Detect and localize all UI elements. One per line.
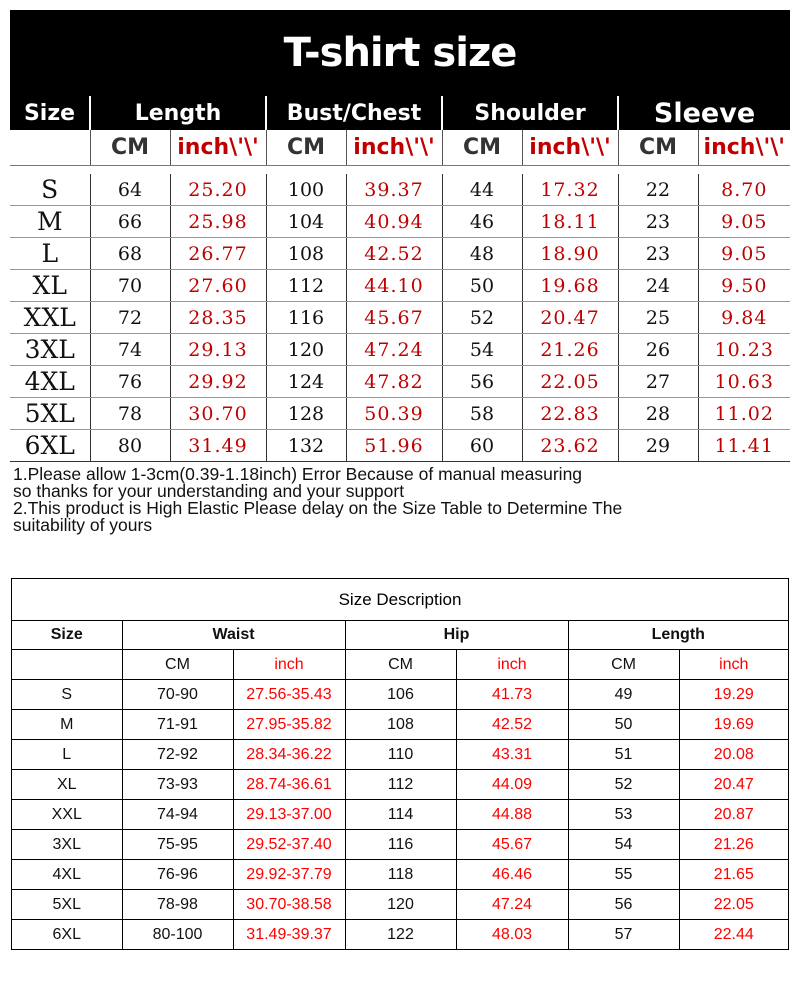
cm-value-cell: 132 <box>266 430 346 462</box>
cm-value-cell: 50 <box>442 270 522 302</box>
header-sleeve: Sleeve <box>618 96 790 130</box>
unit-inch: inch <box>456 650 568 680</box>
cm-value-cell: 72-92 <box>122 740 233 770</box>
cm-value-cell: 108 <box>345 710 456 740</box>
inch-value-cell: 28.34-36.22 <box>233 740 345 770</box>
inch-value-cell: 44.09 <box>456 770 568 800</box>
cm-value-cell: 75-95 <box>122 830 233 860</box>
cm-value-cell: 60 <box>442 430 522 462</box>
cm-value-cell: 112 <box>345 770 456 800</box>
cm-value-cell: 106 <box>345 680 456 710</box>
cm-value-cell: 76 <box>90 366 170 398</box>
unit-inch: inch\'\' <box>522 130 618 166</box>
cm-value-cell: 28 <box>618 398 698 430</box>
inch-value-cell: 47.82 <box>346 366 442 398</box>
table-row <box>12 770 788 800</box>
inch-value-cell: 20.47 <box>522 302 618 334</box>
inch-value-cell: 47.24 <box>346 334 442 366</box>
inch-value-cell: 31.49 <box>170 430 266 462</box>
tshirt-size-table <box>10 96 790 462</box>
inch-value-cell: 10.63 <box>698 366 790 398</box>
header-size: Size <box>10 96 90 130</box>
table-row <box>10 238 790 270</box>
cm-value-cell: 25 <box>618 302 698 334</box>
cm-value-cell: 116 <box>266 302 346 334</box>
inch-value-cell: 20.47 <box>679 770 788 800</box>
inch-value-cell: 27.60 <box>170 270 266 302</box>
cm-value-cell: 80 <box>90 430 170 462</box>
table-row <box>12 920 788 950</box>
unit-cm: CM <box>442 130 522 166</box>
tshirt-size-chart <box>10 10 790 534</box>
inch-value-cell: 29.92 <box>170 366 266 398</box>
table-row <box>10 398 790 430</box>
inch-value-cell: 30.70 <box>170 398 266 430</box>
cm-value-cell: 120 <box>345 890 456 920</box>
cm-value-cell: 70-90 <box>122 680 233 710</box>
cm-value-cell: 57 <box>568 920 679 950</box>
size-label-cell: XXL <box>12 800 122 830</box>
cm-value-cell: 80-100 <box>122 920 233 950</box>
inch-value-cell: 9.05 <box>698 238 790 270</box>
table-row <box>10 270 790 302</box>
header-shoulder: Shoulder <box>442 96 618 130</box>
cm-value-cell: 104 <box>266 206 346 238</box>
cm-value-cell: 114 <box>345 800 456 830</box>
inch-value-cell: 29.13-37.00 <box>233 800 345 830</box>
cm-value-cell: 26 <box>618 334 698 366</box>
cm-value-cell: 124 <box>266 366 346 398</box>
cm-value-cell: 44 <box>442 174 522 206</box>
unit-cm: CM <box>618 130 698 166</box>
pants-header-row <box>12 621 788 650</box>
inch-value-cell: 19.69 <box>679 710 788 740</box>
table-row <box>12 710 788 740</box>
cm-value-cell: 55 <box>568 860 679 890</box>
table-row <box>10 206 790 238</box>
size-label-cell: M <box>10 206 90 238</box>
cm-value-cell: 51 <box>568 740 679 770</box>
inch-value-cell: 18.90 <box>522 238 618 270</box>
inch-value-cell: 27.56-35.43 <box>233 680 345 710</box>
cm-value-cell: 76-96 <box>122 860 233 890</box>
cm-value-cell: 74 <box>90 334 170 366</box>
header-hip: Hip <box>345 621 568 650</box>
cm-value-cell: 49 <box>568 680 679 710</box>
unit-cm: CM <box>345 650 456 680</box>
size-label-cell: 6XL <box>10 430 90 462</box>
cm-value-cell: 122 <box>345 920 456 950</box>
header-size: Size <box>12 621 122 650</box>
cm-value-cell: 24 <box>618 270 698 302</box>
inch-value-cell: 17.32 <box>522 174 618 206</box>
cm-value-cell: 68 <box>90 238 170 270</box>
cm-value-cell: 78 <box>90 398 170 430</box>
size-label-cell: S <box>10 174 90 206</box>
inch-value-cell: 19.29 <box>679 680 788 710</box>
inch-value-cell: 29.52-37.40 <box>233 830 345 860</box>
cm-value-cell: 23 <box>618 206 698 238</box>
inch-value-cell: 26.77 <box>170 238 266 270</box>
cm-value-cell: 52 <box>568 770 679 800</box>
inch-value-cell: 29.13 <box>170 334 266 366</box>
inch-value-cell: 9.84 <box>698 302 790 334</box>
cm-value-cell: 108 <box>266 238 346 270</box>
unit-cm: CM <box>90 130 170 166</box>
inch-value-cell: 40.94 <box>346 206 442 238</box>
unit-inch: inch <box>233 650 345 680</box>
spacer-row <box>10 166 790 175</box>
inch-value-cell: 30.70-38.58 <box>233 890 345 920</box>
table-row <box>10 174 790 206</box>
inch-value-cell: 20.87 <box>679 800 788 830</box>
cm-value-cell: 112 <box>266 270 346 302</box>
cm-value-cell: 100 <box>266 174 346 206</box>
inch-value-cell: 45.67 <box>456 830 568 860</box>
size-label-cell: 3XL <box>10 334 90 366</box>
table-row <box>12 800 788 830</box>
inch-value-cell: 51.96 <box>346 430 442 462</box>
spacer-cell <box>10 166 790 175</box>
inch-value-cell: 45.67 <box>346 302 442 334</box>
inch-value-cell: 21.65 <box>679 860 788 890</box>
inch-value-cell: 21.26 <box>522 334 618 366</box>
tshirt-header-row <box>10 96 790 130</box>
inch-value-cell: 18.11 <box>522 206 618 238</box>
cm-value-cell: 53 <box>568 800 679 830</box>
cm-value-cell: 56 <box>568 890 679 920</box>
cm-value-cell: 48 <box>442 238 522 270</box>
unit-inch: inch\'\' <box>170 130 266 166</box>
cm-value-cell: 56 <box>442 366 522 398</box>
inch-value-cell: 39.37 <box>346 174 442 206</box>
inch-value-cell: 10.23 <box>698 334 790 366</box>
table-row <box>10 430 790 462</box>
size-label-cell: XXL <box>10 302 90 334</box>
header-length: Length <box>568 621 788 650</box>
note-line: so thanks for your understanding and your support <box>13 481 405 501</box>
cm-value-cell: 22 <box>618 174 698 206</box>
inch-value-cell: 8.70 <box>698 174 790 206</box>
inch-value-cell: 9.50 <box>698 270 790 302</box>
table-row <box>12 680 788 710</box>
size-description-table <box>12 621 788 949</box>
inch-value-cell: 48.03 <box>456 920 568 950</box>
unit-blank <box>10 130 90 166</box>
note-line: 1.Please allow 1-3cm(0.39-1.18inch) Error Because of manual measuring <box>13 464 583 484</box>
table-row <box>12 860 788 890</box>
cm-value-cell: 72 <box>90 302 170 334</box>
cm-value-cell: 58 <box>442 398 522 430</box>
inch-value-cell: 50.39 <box>346 398 442 430</box>
size-label-cell: L <box>10 238 90 270</box>
cm-value-cell: 73-93 <box>122 770 233 800</box>
cm-value-cell: 118 <box>345 860 456 890</box>
inch-value-cell: 22.05 <box>679 890 788 920</box>
cm-value-cell: 46 <box>442 206 522 238</box>
inch-value-cell: 44.88 <box>456 800 568 830</box>
header-bust-chest: Bust/Chest <box>266 96 442 130</box>
unit-cm: CM <box>568 650 679 680</box>
cm-value-cell: 128 <box>266 398 346 430</box>
cm-value-cell: 29 <box>618 430 698 462</box>
size-label-cell: S <box>12 680 122 710</box>
inch-value-cell: 43.31 <box>456 740 568 770</box>
pants-unit-row <box>12 650 788 680</box>
cm-value-cell: 50 <box>568 710 679 740</box>
cm-value-cell: 120 <box>266 334 346 366</box>
unit-inch: inch\'\' <box>346 130 442 166</box>
cm-value-cell: 74-94 <box>122 800 233 830</box>
cm-value-cell: 64 <box>90 174 170 206</box>
table-row <box>12 740 788 770</box>
inch-value-cell: 22.83 <box>522 398 618 430</box>
inch-value-cell: 41.73 <box>456 680 568 710</box>
unit-inch: inch <box>679 650 788 680</box>
size-label-cell: XL <box>12 770 122 800</box>
note-line: suitability of yours <box>13 515 153 535</box>
note-line: 2.This product is High Elastic Please delay on the Size Table to Determine The <box>13 498 623 518</box>
inch-value-cell: 42.52 <box>346 238 442 270</box>
cm-value-cell: 54 <box>568 830 679 860</box>
inch-value-cell: 20.08 <box>679 740 788 770</box>
table-row <box>10 366 790 398</box>
tshirt-unit-row <box>10 130 790 166</box>
cm-value-cell: 71-91 <box>122 710 233 740</box>
inch-value-cell: 29.92-37.79 <box>233 860 345 890</box>
inch-value-cell: 47.24 <box>456 890 568 920</box>
inch-value-cell: 22.44 <box>679 920 788 950</box>
table-row <box>12 890 788 920</box>
cm-value-cell: 54 <box>442 334 522 366</box>
unit-cm: CM <box>266 130 346 166</box>
cm-value-cell: 110 <box>345 740 456 770</box>
tshirt-title: T-shirt size <box>10 10 790 96</box>
size-notes <box>10 462 790 534</box>
cm-value-cell: 116 <box>345 830 456 860</box>
inch-value-cell: 25.20 <box>170 174 266 206</box>
inch-value-cell: 44.10 <box>346 270 442 302</box>
inch-value-cell: 31.49-39.37 <box>233 920 345 950</box>
unit-cm: CM <box>122 650 233 680</box>
inch-value-cell: 9.05 <box>698 206 790 238</box>
size-label-cell: L <box>12 740 122 770</box>
size-description-title: Size Description <box>12 579 788 621</box>
size-description-chart <box>11 578 789 950</box>
inch-value-cell: 28.74-36.61 <box>233 770 345 800</box>
cm-value-cell: 52 <box>442 302 522 334</box>
table-row <box>10 334 790 366</box>
size-label-cell: 6XL <box>12 920 122 950</box>
inch-value-cell: 42.52 <box>456 710 568 740</box>
size-label-cell: 4XL <box>12 860 122 890</box>
header-waist: Waist <box>122 621 345 650</box>
size-label-cell: 5XL <box>12 890 122 920</box>
table-row <box>12 830 788 860</box>
size-label-cell: 4XL <box>10 366 90 398</box>
size-label-cell: 5XL <box>10 398 90 430</box>
inch-value-cell: 22.05 <box>522 366 618 398</box>
cm-value-cell: 66 <box>90 206 170 238</box>
cm-value-cell: 78-98 <box>122 890 233 920</box>
size-label-cell: 3XL <box>12 830 122 860</box>
inch-value-cell: 25.98 <box>170 206 266 238</box>
unit-blank <box>12 650 122 680</box>
cm-value-cell: 70 <box>90 270 170 302</box>
inch-value-cell: 11.02 <box>698 398 790 430</box>
inch-value-cell: 46.46 <box>456 860 568 890</box>
inch-value-cell: 19.68 <box>522 270 618 302</box>
header-length: Length <box>90 96 266 130</box>
unit-inch: inch\'\' <box>698 130 790 166</box>
table-row <box>10 302 790 334</box>
cm-value-cell: 23 <box>618 238 698 270</box>
inch-value-cell: 28.35 <box>170 302 266 334</box>
inch-value-cell: 11.41 <box>698 430 790 462</box>
inch-value-cell: 21.26 <box>679 830 788 860</box>
size-label-cell: XL <box>10 270 90 302</box>
size-label-cell: M <box>12 710 122 740</box>
inch-value-cell: 27.95-35.82 <box>233 710 345 740</box>
cm-value-cell: 27 <box>618 366 698 398</box>
inch-value-cell: 23.62 <box>522 430 618 462</box>
